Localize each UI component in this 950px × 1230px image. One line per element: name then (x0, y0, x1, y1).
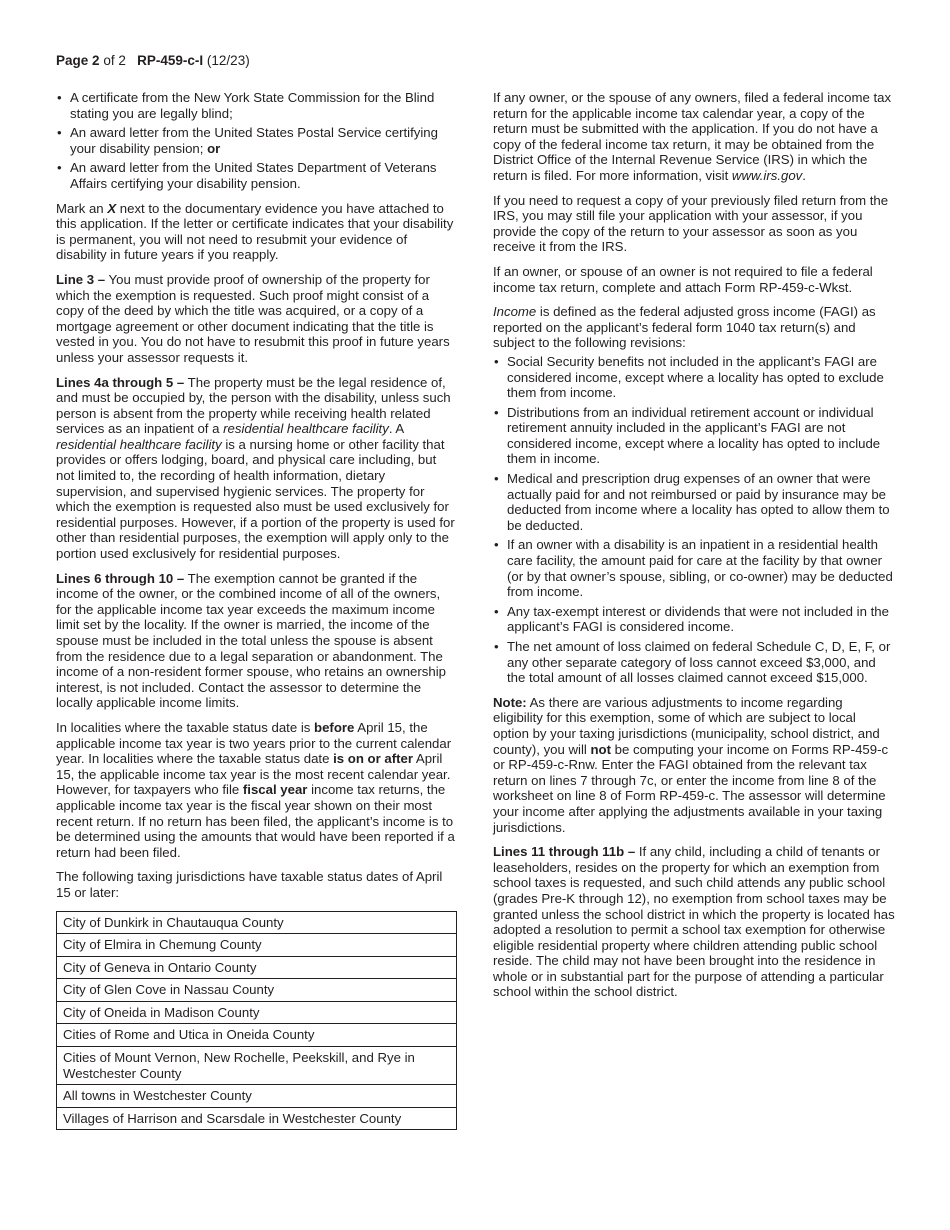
list-item: • An award letter from the United States Department of Veterans Affairs certifying your disability pension. (56, 160, 458, 191)
localities-paragraph: In localities where the taxable status date is before April 15, the applicable income tax year is two years prior to the current calendar year. In localities where the taxable status date is on or after April 15, the applicable income tax year is the most recent calendar year. However, for taxpayers who file fiscal year income tax returns, the applicable income tax year is the fiscal year shown on their most recent return. If no return has been filed, the applicant’s income is to be determined using the amounts that would have been reported if a return had been filed. (56, 719, 455, 860)
federal-return-paragraph: If any owner, or the spouse of any owners, filed a federal income tax return for the applicable income tax calendar year, a copy of the return must be submitted with the application. If you do not have a copy of the federal income tax return, it may be obtained from the District Office of the Internal Revenue Service (IRS) in which the return is filed. For more information, visit www.irs.gov. (493, 90, 892, 183)
lines11-paragraph: Lines 11 through 11b – If any child, including a child of tenants or leaseholders, resides on the property for which an exemption from school taxes is requested, and such child attends any public school (grades Pre-K through 12), no exemption from school taxes may be granted unless the school district in which the property is located has adopted a resolution to permit a school tax exemption for otherwise eligible residential property where children attending public school reside. The child may not have been brought into the residence in whole or in substantial part for the purpose of attending a particular school within the school district. (493, 844, 895, 1000)
list-item: • Medical and prescription drug expenses of an owner that were actually paid for and not reimbursed or paid by insurance may be deducted from income where a locality has opted to allow them to be deducted. (493, 471, 895, 533)
table-row (57, 956, 457, 979)
jurisdictions-table (56, 911, 457, 1131)
income-definition: Income is defined as the federal adjusted gross income (FAGI) as reported on the applicant’s federal form 1040 tax return(s) and subject to the following revisions: (493, 304, 876, 351)
jurisdiction-cell: Cities of Rome and Utica in Oneida County (57, 1024, 457, 1047)
page-of: of 2 (103, 53, 126, 68)
table-row (57, 1024, 457, 1047)
request-copy-paragraph: If you need to request a copy of your previously filed return from the IRS, you may still file your application with your assessor, if you provide the copy of the return to your assessor as soon as you receive it from the IRS. (493, 192, 889, 255)
left-column (56, 90, 458, 1130)
table-row (57, 979, 457, 1002)
table-row (57, 1047, 457, 1085)
list-item: • A certificate from the New York State Commission for the Blind stating you are legally blind; (56, 90, 458, 121)
line3-heading: Line 3 – (56, 271, 106, 287)
table-row (57, 1107, 457, 1130)
lines6-heading: Lines 6 through 10 – (56, 570, 185, 586)
not-required-paragraph: If an owner, or spouse of an owner is not required to file a federal income tax return, complete and attach Form RP-459-c-Wkst. (493, 263, 873, 295)
lines4-heading: Lines 4a through 5 – (56, 374, 185, 390)
list-item: • The net amount of loss claimed on federal Schedule C, D, E, F, or any other separate category of loss cannot exceed $3,000, and the total amount of all losses claimed cannot exceed $15,000. (493, 639, 895, 686)
jurisdiction-cell: City of Elmira in Chemung County (57, 934, 457, 957)
jurisdiction-cell: City of Geneva in Ontario County (57, 956, 457, 979)
income-revisions-list (493, 354, 895, 686)
list-item: • An award letter from the United States Postal Service certifying your disability pension; or (56, 125, 458, 156)
jurisdiction-cell: Cities of Mount Vernon, New Rochelle, Peekskill, and Rye in Westchester County (57, 1047, 457, 1085)
list-item: • Any tax-exempt interest or dividends that were not included in the applicant’s FAGI is considered income. (493, 604, 895, 635)
form-date: (12/23) (206, 53, 250, 68)
note-paragraph: Note: As there are various adjustments to income regarding eligibility for this exemption, some of which are subject to local option by your taxing jurisdictions (municipality, school district, and county), you will not be computing your income on Forms RP-459-c or RP-459-c-Rnw. Enter the FAGI obtained from the relevant tax return on lines 7 through 7c, or enter the income from line 8 of the worksheet on line 8 of Form RP-459-c. The assessor will determine your income after applying the adjustments available in your taxing jurisdictions. (493, 694, 889, 835)
lines11-heading: Lines 11 through 11b – (493, 844, 636, 860)
table-row (57, 1085, 457, 1108)
page-label: Page (56, 53, 89, 68)
table-row (57, 934, 457, 957)
line3-paragraph: Line 3 – You must provide proof of ownership of the property for which the exemption is requested. Such proof might consist of a copy of the deed by which the title was acquired, or a copy of a mortgage agreement or other document indicating that the title is vested in you. You do not have to resubmit this proof in future years unless your assessor requests it. (56, 271, 450, 365)
jurisdiction-cell: City of Dunkirk in Chautauqua County (57, 911, 457, 934)
evidence-list (56, 90, 458, 192)
list-item: • If an owner with a disability is an inpatient in a residential health care facility, the amount paid for care at the facility by that owner (or by that owner’s spouse, sibling, or co-owner) may be deducted from income. (493, 537, 895, 599)
page-header (56, 53, 250, 68)
lines4-paragraph: Lines 4a through 5 – The property must be the legal residence of, and must be occupied by, the person with the disability, unless such person is absent from the property while receiving health related services as an inpatient of a residential healthcare facility. A residential healthcare facility is a nursing home or other facility that provides or offers lodging, board, and physical care including, but not limited to, the recording of health information, dietary supervision, and supervised hygienic services. The property for which the exemption is requested also must be used exclusively for residential purposes. However, if a portion of the property is used for other than residential purposes, the exemption will apply only to the portion used exclusively for residential purposes. (56, 374, 455, 562)
table-row (57, 911, 457, 934)
lines6-paragraph: Lines 6 through 10 – The exemption cannot be granted if the income of the owner, or the combined income of all of the owners, for the applicable income tax year exceeds the maximum income limit set by the locality. If the owner is married, the income of the spouse must be included in the total unless the spouse is absent from the residence due to a legal separation or abandonment. The income of a non-resident former spouse, who retains an ownership interest, is not included. Contact the assessor to determine the locally applicable income limits. (56, 570, 446, 711)
jurisdiction-cell: Villages of Harrison and Scarsdale in Westchester County (57, 1107, 457, 1130)
jurisdiction-cell: City of Oneida in Madison County (57, 1001, 457, 1024)
jurisdiction-cell: City of Glen Cove in Nassau County (57, 979, 457, 1002)
note-heading: Note: (493, 694, 527, 710)
mark-x: X (107, 200, 117, 216)
list-item: • Social Security benefits not included in the applicant’s FAGI are considered income, except where a locality has opted to exclude them from income. (493, 354, 895, 401)
mark-instruction: Mark an X next to the documentary evidence you have attached to this application. If the letter or certificate indicates that your disability is permanent, you will not need to resubmit your evidence of disability in future years if you reapply. (56, 200, 454, 263)
page-number: 2 (92, 53, 100, 68)
right-column (493, 90, 895, 1009)
table-row (57, 1001, 457, 1024)
form-id: RP-459-c-I (137, 53, 204, 68)
jurisdiction-cell: All towns in Westchester County (57, 1085, 457, 1108)
irs-link: www.irs.gov (731, 167, 803, 183)
jurisdictions-intro: The following taxing jurisdictions have taxable status dates of April 15 or later: (56, 869, 443, 900)
list-item: • Distributions from an individual retirement account or individual retirement annuity included in the applicant’s FAGI are not considered income, except where a locality has opted to include them in income. (493, 405, 895, 467)
